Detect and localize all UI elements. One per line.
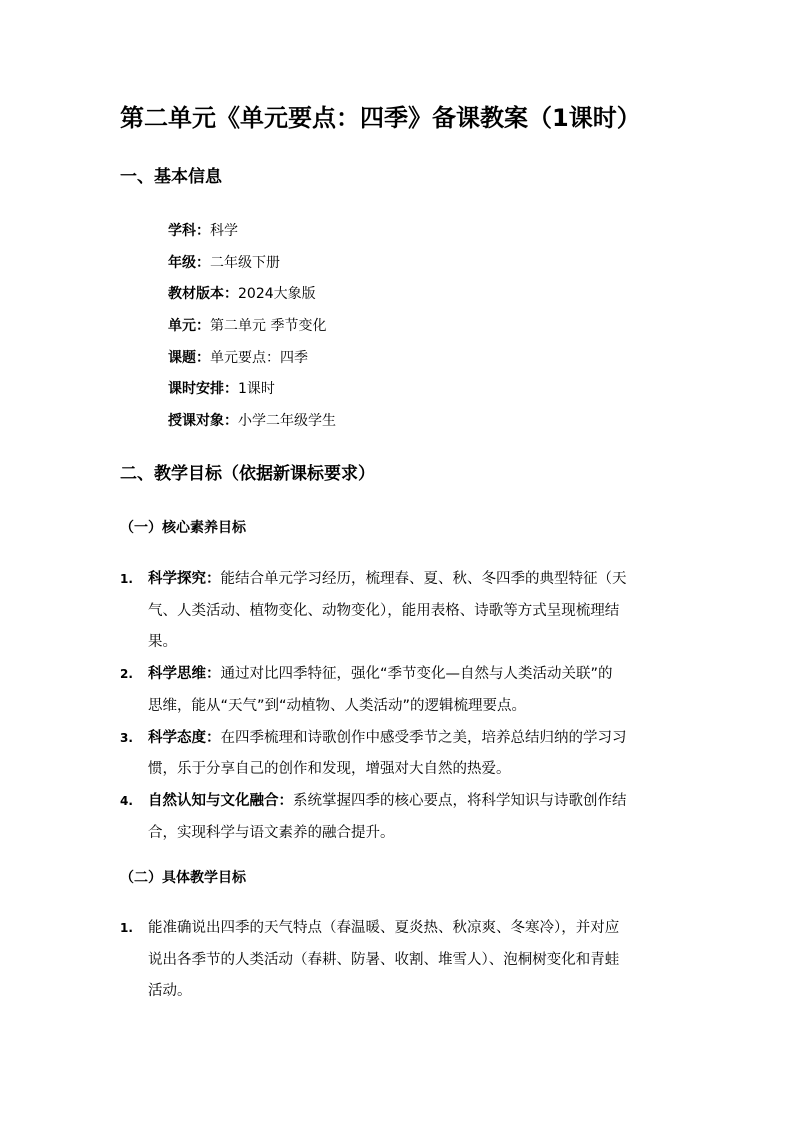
item-text: 思维，能从“天气”到“动植物、人类活动”的逻辑梳理要点。	[148, 697, 527, 714]
section-heading-teaching-goals: 二、教学目标（依据新课标要求）	[120, 464, 375, 484]
item-text: 能结合单元学习经历，梳理春、夏、秋、冬四季的典型特征（天	[220, 571, 627, 587]
subheading-core-literacy: （一）核心素养目标	[120, 520, 246, 536]
info-value: 单元要点：四季	[210, 349, 308, 366]
info-label: 学科	[168, 223, 196, 239]
list-item: 2. 科学思维：通过对比四季特征，强化“季节变化—自然与人类活动关联”的 思维，能从“天气”到“动植物、人类活动”的逻辑梳理要点。	[120, 659, 680, 722]
item-text: 在四季梳理和诗歌创作中感受季节之美，培养总结归纳的学习习	[220, 729, 627, 746]
info-item-edition: 教材版本：2024大象版	[168, 286, 316, 303]
list-item: 4. 自然认知与文化融合：系统掌握四季的核心要点，将科学知识与诗歌创作结 合，实现科学与语文素养的融合提升。	[120, 786, 680, 849]
item-text: 合，实现科学与语文素养的融合提升。	[148, 824, 395, 841]
list-item	[120, 913, 680, 1008]
info-value: 2024大象版	[238, 286, 316, 303]
list-item: 1. 科学探究：能结合单元学习经历，梳理春、夏、秋、冬四季的典型特征（天 气、人类活动、植物变化、动物变化），能用表格、诗歌等方式呈现梳理结 果。	[120, 564, 680, 659]
item-text: 活动。	[148, 983, 192, 1000]
info-value: 小学二年级学生	[238, 413, 336, 430]
document-title: 第二单元《单元要点：四季》备课教案（1课时）	[120, 104, 641, 132]
item-text: 果。	[148, 634, 177, 651]
info-item-audience: 授课对象：小学二年级学生	[168, 413, 336, 430]
list-number: 4.	[120, 793, 133, 808]
info-label: 课题	[168, 349, 196, 366]
item-text: 惯，乐于分享自己的创作和发现，增强对大自然的热爱。	[148, 761, 511, 778]
list-number: 1.	[120, 921, 133, 935]
item-label: 科学态度	[148, 729, 206, 746]
info-label: 课时安排	[168, 381, 224, 398]
section-heading-basic-info: 一、基本信息	[120, 167, 222, 187]
item-label: 科学探究	[148, 571, 206, 587]
info-item-subject: 学科：科学	[168, 223, 238, 239]
info-label: 教材版本	[168, 286, 224, 303]
info-item-topic: 课题：单元要点：四季	[168, 349, 308, 366]
info-value: 1课时	[238, 381, 275, 398]
item-label: 科学思维	[148, 666, 206, 683]
core-literacy-list	[120, 564, 680, 849]
info-value: 科学	[210, 223, 238, 239]
info-label: 年级	[168, 254, 196, 271]
list-number: 2.	[120, 667, 133, 682]
subheading-specific-goals: （二）具体教学目标	[120, 870, 246, 886]
info-label: 单元	[168, 318, 196, 335]
item-text: 能准确说出四季的天气特点（春温暖、夏炎热、秋凉爽、冬寒冷），并对应	[148, 920, 620, 936]
info-item-schedule: 课时安排：1课时	[168, 381, 275, 398]
item-text: 通过对比四季特征，强化“季节变化—自然与人类活动关联”的	[220, 666, 613, 683]
info-item-unit: 单元：第二单元 季节变化	[168, 318, 327, 335]
info-value: 二年级下册	[210, 254, 280, 271]
item-label: 自然认知与文化融合	[148, 792, 279, 809]
info-label: 授课对象	[168, 413, 224, 430]
list-item: 3. 科学态度：在四季梳理和诗歌创作中感受季节之美，培养总结归纳的学习习 惯，乐于分享自己的创作和发现，增强对大自然的热爱。	[120, 723, 680, 786]
item-text: 气、人类活动、植物变化、动物变化），能用表格、诗歌等方式呈现梳理结	[148, 602, 620, 619]
basic-info-list	[168, 216, 336, 438]
info-item-grade: 年级：二年级下册	[168, 254, 280, 271]
list-number: 3.	[120, 730, 133, 745]
specific-goals-list	[120, 913, 680, 1008]
item-text: 系统掌握四季的核心要点，将科学知识与诗歌创作结	[293, 792, 627, 809]
info-value: 第二单元 季节变化	[210, 318, 327, 335]
list-number: 1.	[120, 572, 133, 586]
item-text: 说出各季节的人类活动（春耕、防暑、收割、堆雪人）、泡桐树变化和青蛙	[148, 951, 620, 968]
